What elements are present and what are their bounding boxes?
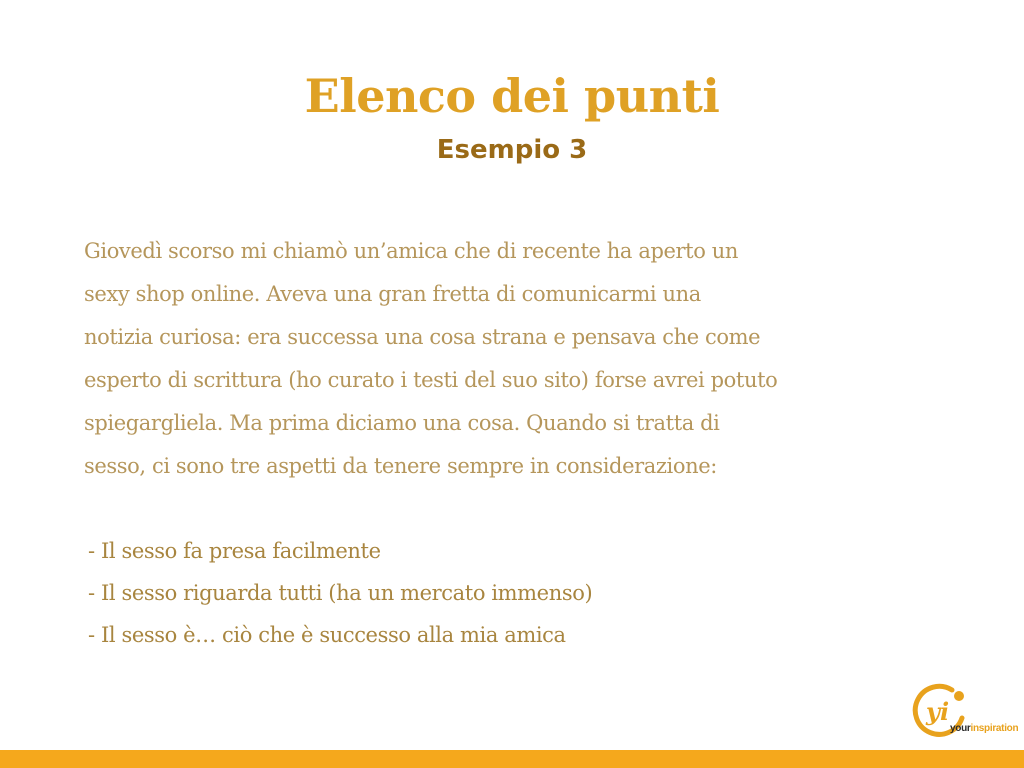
list-item: - Il sesso riguarda tutti (ha un mercato immenso) bbox=[88, 581, 593, 605]
your-inspiration-logo bbox=[912, 682, 1019, 744]
body-paragraph bbox=[84, 230, 984, 488]
slide-title: Elenco dei punti bbox=[304, 69, 720, 123]
logo-wordmark bbox=[950, 723, 1018, 734]
paragraph-line: notizia curiosa: era successa una cosa strana e pensava che come bbox=[84, 325, 761, 349]
paragraph-line: spiegargliela. Ma prima diciamo una cosa. Quando si tratta di bbox=[84, 411, 720, 435]
bottom-accent-bar bbox=[0, 750, 1024, 768]
logo-text-inspiration: inspiration bbox=[970, 723, 1019, 734]
slide-subtitle: Esempio 3 bbox=[436, 135, 588, 165]
paragraph-line: sexy shop online. Aveva una gran fretta di comunicarmi una bbox=[84, 282, 701, 306]
list-item: - Il sesso è… ciò che è successo alla mia amica bbox=[88, 623, 566, 647]
logo-text-your: your bbox=[950, 723, 971, 734]
paragraph-line: sesso, ci sono tre aspetti da tenere sempre in considerazione: bbox=[84, 454, 717, 478]
list-item: - Il sesso fa presa facilmente bbox=[88, 539, 381, 563]
paragraph-line: Giovedì scorso mi chiamò un’amica che di recente ha aperto un bbox=[84, 239, 738, 263]
bullet-list bbox=[88, 530, 592, 656]
logo-mark: yi bbox=[926, 697, 950, 726]
paragraph-line: esperto di scrittura (ho curato i testi del suo sito) forse avrei potuto bbox=[84, 368, 778, 392]
